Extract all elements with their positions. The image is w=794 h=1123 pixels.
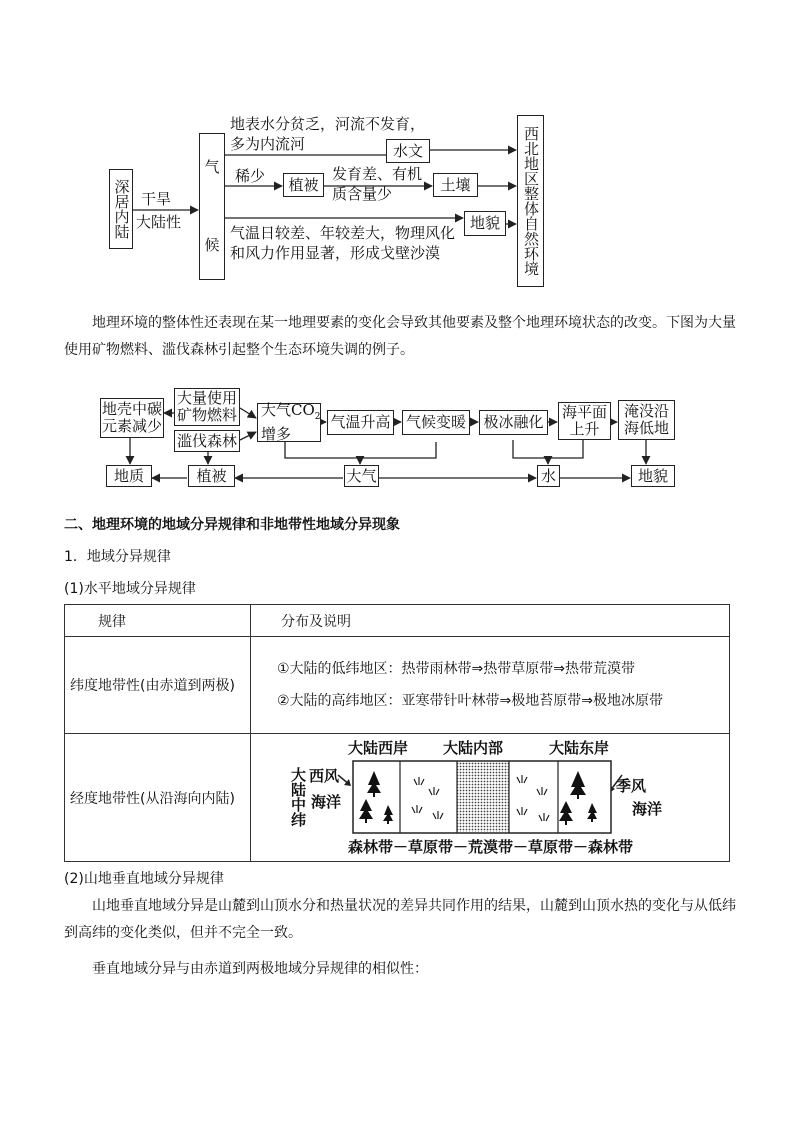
climate-warming-box: 气候变暖	[402, 410, 470, 435]
label-monsoon: 季风	[616, 777, 647, 795]
label-west-coast: 大陆西岸	[348, 739, 409, 757]
soil-desc-line2: 质含量少	[332, 185, 393, 203]
result-box: 西北地区整体自然环境	[517, 115, 544, 287]
soil-description	[332, 164, 422, 204]
belt-sequence-label: 森林带－草原带－荒漠带－草原带－森林带	[348, 838, 634, 856]
geology-box: 地质	[106, 465, 152, 487]
arrow-label-continental: 大陆性	[136, 213, 182, 231]
latitudinal-high: ②大陆的高纬地区：亚寒带针叶林带⇒极地苔原带⇒极地冰原带	[277, 693, 664, 709]
fossil-fuel-box: 大量使用矿物燃料	[174, 388, 240, 426]
cell-longitudinal-figure	[251, 734, 730, 862]
deforestation-box: 滥伐森林	[174, 430, 240, 452]
subheading-regional-differentiation: 1．地域分异规律	[64, 549, 171, 565]
subheading-vertical: (2)山地垂直地域分异规律	[64, 871, 224, 887]
carbon-decrease-box: 地壳中碳元素减少	[100, 398, 164, 438]
water-box: 水文	[386, 139, 430, 163]
co2-line2: 增多	[261, 425, 292, 443]
climate-char-top: 气	[204, 158, 220, 176]
water-desc-line1: 地表水分贫乏，河流不发育，	[230, 115, 426, 133]
arrow-label-arid: 干旱	[141, 190, 172, 208]
landform-description	[230, 223, 455, 263]
sea-level-rise-box: 海平面上升	[558, 402, 611, 440]
paragraph-vertical-differentiation: 山地垂直地域分异是山麓到山顶水分和热量状况的差异共同作用的结果，山麓到山顶水热的变化与从低纬到高纬的变化类似，但并不完全一致。	[64, 898, 736, 941]
source-box: 深居内陆	[109, 169, 133, 249]
longitudinal-figure	[252, 735, 728, 860]
co2-text: 大气CO	[261, 401, 315, 419]
label-east-coast: 大陆东岸	[549, 739, 610, 757]
sparse-label: 稀少	[235, 167, 266, 185]
atmosphere-box: 大气	[344, 465, 379, 487]
label-mid-latitude: 大陆中纬	[289, 767, 307, 827]
paragraph-integrity: 地理环境的整体性还表现在某一地理要素的变化会导致其他要素及整个地理环境状态的改变。下图为大量使用矿物燃料、滥伐森林引起整个生态环境失调的例子。	[64, 315, 736, 358]
label-westerly: 西风	[309, 767, 340, 785]
ice-melting-box: 极冰融化	[479, 410, 548, 435]
landform-box-2: 地貌	[631, 465, 675, 487]
table-row-longitudinal	[65, 734, 730, 862]
water-box-2: 水	[537, 465, 560, 487]
cell-latitudinal-desc	[251, 637, 730, 734]
co2-subscript: 2	[314, 412, 321, 422]
landform-desc-line1: 气温日较差、年较差大，物理风化	[230, 224, 456, 242]
label-east-ocean: 海洋	[632, 800, 663, 818]
desert-zone	[457, 762, 509, 832]
climate-box	[199, 133, 225, 280]
header-rule: 规律	[65, 605, 251, 637]
header-distribution: 分布及说明	[251, 605, 730, 637]
co2-increase-box	[257, 403, 321, 442]
cell-longitudinal-rule: 经度地带性(从沿海向内陆)	[65, 734, 251, 862]
temperature-rise-box: 气温升高	[327, 410, 394, 435]
co2-line1	[261, 402, 321, 426]
vegetation-box-2: 植被	[188, 465, 235, 487]
paragraph-similarity: 垂直地域分异与由赤道到两极地域分异规律的相似性：	[92, 961, 428, 977]
table-row-latitudinal	[65, 637, 730, 734]
subheading-horizontal: (1)水平地域分异规律	[64, 581, 196, 597]
landform-desc-line2: 和风力作用显著，形成戈壁沙漠	[230, 244, 441, 262]
cell-latitudinal-rule: 纬度地带性(由赤道到两极)	[65, 637, 251, 734]
table-header-row	[65, 605, 730, 637]
section-heading: 二、地理环境的地域分异规律和非地带性地域分异现象	[64, 517, 400, 533]
label-interior: 大陆内部	[443, 739, 504, 757]
latitudinal-low: ①大陆的低纬地区：热带雨林带⇒热带草原带⇒热带荒漠带	[277, 661, 636, 677]
flood-lowland-box: 淹没沿海低地	[618, 400, 675, 440]
vegetation-box: 植被	[283, 173, 324, 197]
climate-char-bottom: 候	[204, 236, 220, 254]
soil-box: 土壤	[433, 173, 478, 197]
landform-box: 地貌	[464, 211, 506, 236]
water-desc-line2: 多为内流河	[230, 135, 306, 153]
soil-desc-line1: 发育差、有机	[332, 165, 423, 183]
label-west-ocean: 海洋	[311, 793, 342, 811]
horizontal-differentiation-table	[64, 604, 730, 862]
